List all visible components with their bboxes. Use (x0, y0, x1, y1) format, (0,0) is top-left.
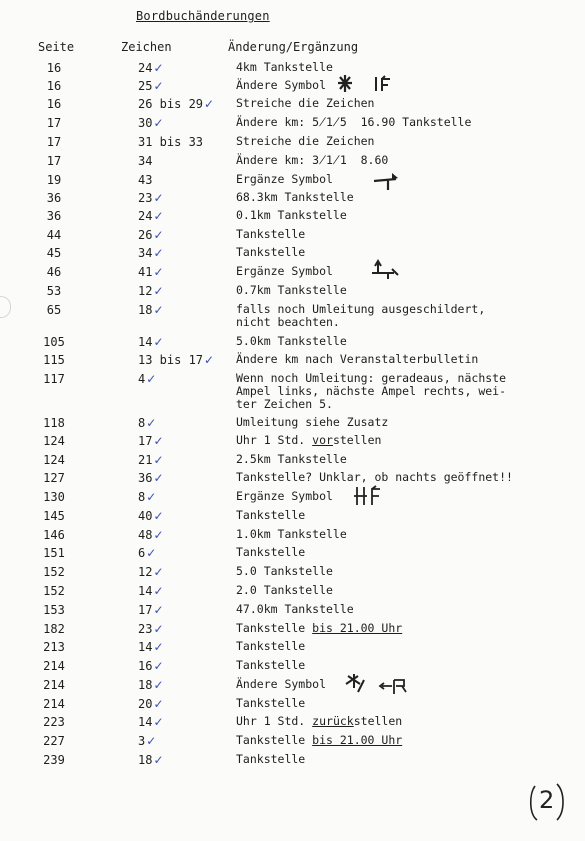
row-zeichen-value: 31 bis 33 (138, 135, 204, 149)
row-zeichen (138, 640, 164, 654)
row-zeichen (138, 79, 164, 93)
row-zeichen-value: 26 (138, 228, 153, 242)
row-change-text (236, 640, 305, 653)
row-change-text (236, 528, 347, 541)
change-text-line: Wenn noch Umleitung: geradeaus, nächste (236, 371, 507, 385)
row-zeichen (138, 116, 164, 130)
row-seite: 151 (43, 546, 65, 560)
change-text-line: 5.0km Tankstelle (236, 334, 347, 348)
row-zeichen-value: 18 (138, 753, 153, 767)
row-seite: 118 (43, 416, 65, 430)
change-text-line: Streiche die Zeichen (236, 134, 375, 148)
row-zeichen-value: 23 (138, 191, 153, 205)
row-zeichen (138, 416, 156, 430)
checkmark-icon: ✓ (153, 265, 164, 279)
change-text-line: 1.0km Tankstelle (236, 527, 347, 541)
change-text-line: 0.7km Tankstelle (236, 283, 347, 297)
row-change-text (236, 284, 347, 297)
checkmark-icon: ✓ (153, 528, 164, 542)
underlined-text: vor (312, 433, 333, 447)
change-text-line: Tankstelle bis 21.00 Uhr (236, 733, 403, 747)
change-text-line: Ändere km nach Veranstalterbulletin (236, 352, 479, 366)
row-zeichen (138, 434, 164, 448)
row-zeichen-value: 14 (138, 584, 153, 598)
checkmark-icon: ✓ (153, 434, 164, 448)
punch-hole (0, 296, 11, 318)
row-change-text (236, 335, 347, 348)
change-text-line: Tankstelle (236, 245, 306, 259)
change-text-line: Tankstelle bis 21.00 Uhr (236, 621, 403, 635)
row-seite: 45 (46, 246, 62, 260)
row-zeichen (138, 753, 164, 767)
checkmark-icon: ✓ (153, 228, 164, 242)
checkmark-icon: ✓ (153, 584, 164, 598)
row-zeichen (138, 154, 152, 168)
change-text-line: Tankstelle (236, 508, 306, 522)
row-zeichen-value: 24 (138, 209, 153, 223)
row-seite: 44 (46, 228, 62, 242)
change-text-line: falls noch Umleitung ausgeschildert, (236, 302, 486, 316)
row-zeichen (138, 678, 164, 692)
t-junction-icon (372, 171, 402, 195)
header-seite: Seite (38, 40, 75, 54)
change-text-line: Ändere km: 5̸1̸5 16.90 Tankstelle (236, 115, 472, 129)
row-change-text (236, 265, 333, 278)
checkmark-icon: ✓ (153, 61, 164, 75)
row-change-text (236, 353, 478, 366)
row-seite: 19 (46, 173, 62, 187)
change-text-line: 2.5km Tankstelle (236, 452, 347, 466)
row-seite: 17 (46, 154, 62, 168)
row-change-text (236, 753, 305, 766)
row-seite: 17 (46, 116, 62, 130)
row-zeichen-value: 34 (138, 154, 153, 168)
checkmark-icon: ✓ (146, 372, 157, 386)
checkmark-icon: ✓ (153, 678, 164, 692)
checkmark-icon: ✓ (146, 734, 157, 748)
row-seite: 239 (43, 753, 65, 767)
row-zeichen-value: 4 (138, 372, 146, 386)
row-change-text (236, 678, 326, 691)
row-change-text (236, 79, 326, 92)
change-text-line: nicht beachten. (236, 315, 340, 329)
change-text-line: Umleitung siehe Zusatz (236, 415, 389, 429)
change-text-line: Ergänze Symbol (236, 264, 333, 278)
change-text-line: Tankstelle (236, 545, 306, 559)
change-text-line: Ändere km: 3̸1̸1 8.60 (236, 153, 389, 167)
row-seite: 130 (43, 490, 65, 504)
underlined-text: zurück (312, 714, 354, 728)
row-zeichen (138, 265, 164, 279)
change-text-line: ter Zeichen 5. (236, 397, 333, 411)
checkmark-icon: ✓ (153, 453, 164, 467)
row-zeichen (138, 509, 164, 523)
row-change-text (236, 603, 354, 616)
row-zeichen (138, 584, 164, 598)
change-text-line: Tankstelle (236, 752, 306, 766)
row-seite: 16 (46, 79, 62, 93)
row-change-text (236, 228, 305, 241)
row-zeichen-value: 21 (138, 453, 153, 467)
row-seite: 223 (43, 715, 65, 729)
row-zeichen (138, 191, 164, 205)
checkmark-icon: ✓ (153, 565, 164, 579)
row-seite: 117 (43, 372, 65, 386)
row-zeichen (138, 603, 164, 617)
row-seite: 146 (43, 528, 65, 542)
row-change-text (236, 246, 305, 259)
change-text-line: 68.3km Tankstelle (236, 190, 354, 204)
row-zeichen-value: 36 (138, 471, 153, 485)
row-change-text (236, 372, 506, 411)
row-change-text (236, 209, 347, 222)
row-change-text (236, 565, 333, 578)
checkmark-icon: ✓ (153, 284, 164, 298)
checkmark-icon: ✓ (153, 603, 164, 617)
row-change-text (236, 61, 333, 74)
checkmark-icon: ✓ (153, 753, 164, 767)
row-zeichen (138, 173, 152, 187)
row-zeichen (138, 372, 156, 386)
checkmark-icon: ✓ (153, 509, 164, 523)
row-change-text (236, 191, 354, 204)
row-zeichen (138, 528, 164, 542)
row-seite: 105 (43, 335, 65, 349)
row-change-text (236, 715, 402, 728)
row-change-text (236, 546, 305, 559)
row-seite: 214 (43, 678, 65, 692)
change-text-line: 4km Tankstelle (236, 60, 333, 74)
row-zeichen (138, 546, 156, 560)
row-change-text (236, 584, 333, 597)
crossroad-icon (352, 485, 386, 511)
row-seite: 213 (43, 640, 65, 654)
checkmark-icon: ✓ (153, 697, 164, 711)
row-change-text (236, 659, 305, 672)
row-change-text (236, 622, 402, 635)
checkmark-icon: ✓ (153, 622, 164, 636)
row-zeichen-value: 23 (138, 622, 153, 636)
row-zeichen-value: 43 (138, 173, 153, 187)
row-zeichen-value: 17 (138, 603, 153, 617)
row-zeichen-value: 12 (138, 284, 153, 298)
row-zeichen-value: 8 (138, 490, 146, 504)
row-zeichen (138, 697, 164, 711)
row-zeichen (138, 61, 164, 75)
row-zeichen-value: 14 (138, 640, 153, 654)
checkmark-icon: ✓ (153, 471, 164, 485)
document-title: Bordbuchänderungen (136, 9, 270, 23)
row-seite: 16 (46, 97, 62, 111)
row-zeichen-value: 12 (138, 565, 153, 579)
row-seite: 53 (46, 284, 62, 298)
row-seite: 127 (43, 471, 65, 485)
row-zeichen (138, 659, 164, 673)
row-zeichen-value: 3 (138, 734, 146, 748)
row-change-text (236, 471, 513, 484)
change-text-line: Tankstelle (236, 639, 306, 653)
change-text-line: 2.0 Tankstelle (236, 583, 333, 597)
row-change-text (236, 97, 374, 110)
row-seite: 145 (43, 509, 65, 523)
checkmark-icon: ✓ (153, 191, 164, 205)
row-change-text (236, 697, 305, 710)
row-change-text (236, 135, 374, 148)
checkmark-icon: ✓ (146, 416, 157, 430)
row-change-text (236, 173, 333, 186)
row-zeichen-value: 48 (138, 528, 153, 542)
change-symbol-2-icon (344, 672, 414, 700)
change-text-line: Tankstelle (236, 658, 306, 672)
row-zeichen (138, 622, 164, 636)
junction-arrow-icon (370, 259, 402, 285)
change-text-line: Ergänze Symbol (236, 489, 333, 503)
row-change-text (236, 453, 347, 466)
row-zeichen-value: 30 (138, 116, 153, 130)
row-zeichen (138, 209, 164, 223)
row-zeichen (138, 471, 164, 485)
row-zeichen-value: 13 bis 17 (138, 353, 204, 367)
change-text-line: Streiche die Zeichen (236, 96, 375, 110)
row-zeichen (138, 353, 214, 367)
row-zeichen-value: 25 (138, 79, 153, 93)
row-change-text (236, 734, 402, 747)
row-seite: 36 (46, 191, 62, 205)
change-text-line: Ampel links, nächste Ampel rechts, wei- (236, 384, 507, 398)
row-zeichen-value: 26 bis 29 (138, 97, 204, 111)
row-seite: 152 (43, 584, 65, 598)
row-change-text (236, 116, 471, 129)
checkmark-icon: ✓ (153, 335, 164, 349)
change-text-line: Uhr 1 Std. zurückstellen (236, 714, 403, 728)
row-zeichen (138, 715, 164, 729)
row-zeichen-value: 14 (138, 715, 153, 729)
row-zeichen-value: 18 (138, 303, 153, 317)
row-zeichen-value: 41 (138, 265, 153, 279)
checkmark-icon: ✓ (146, 546, 157, 560)
underlined-text: bis 21.00 Uhr (312, 733, 403, 747)
checkmark-icon: ✓ (204, 97, 215, 111)
page-number (527, 780, 567, 824)
change-text-line: 47.0km Tankstelle (236, 602, 354, 616)
row-seite: 124 (43, 434, 65, 448)
row-zeichen (138, 284, 164, 298)
checkmark-icon: ✓ (153, 246, 164, 260)
row-zeichen-value: 40 (138, 509, 153, 523)
page-number-text: 2 (539, 786, 555, 814)
row-seite: 124 (43, 453, 65, 467)
row-zeichen (138, 335, 164, 349)
row-zeichen-value: 16 (138, 659, 153, 673)
checkmark-icon: ✓ (204, 353, 215, 367)
row-zeichen (138, 303, 164, 317)
row-seite: 65 (46, 303, 62, 317)
row-zeichen-value: 18 (138, 678, 153, 692)
row-seite: 46 (46, 265, 62, 279)
checkmark-icon: ✓ (153, 303, 164, 317)
header-zeichen: Zeichen (121, 40, 172, 54)
row-change-text (236, 490, 333, 503)
row-zeichen (138, 246, 164, 260)
checkmark-icon: ✓ (153, 116, 164, 130)
checkmark-icon: ✓ (153, 79, 164, 93)
row-zeichen (138, 490, 156, 504)
change-text-line: Tankstelle (236, 696, 306, 710)
row-seite: 16 (46, 61, 62, 75)
row-seite: 182 (43, 622, 65, 636)
row-change-text (236, 509, 305, 522)
change-text-line: 0.1km Tankstelle (236, 208, 347, 222)
row-zeichen-value: 14 (138, 335, 153, 349)
row-zeichen-value: 20 (138, 697, 153, 711)
row-zeichen-value: 6 (138, 546, 146, 560)
checkmark-icon: ✓ (153, 640, 164, 654)
checkmark-icon: ✓ (153, 659, 164, 673)
change-text-line: Ändere Symbol (236, 78, 327, 92)
row-zeichen (138, 135, 203, 149)
checkmark-icon: ✓ (146, 490, 157, 504)
row-zeichen-value: 17 (138, 434, 153, 448)
row-change-text (236, 416, 388, 429)
row-zeichen-value: 34 (138, 246, 153, 260)
row-zeichen-value: 24 (138, 61, 153, 75)
row-zeichen (138, 565, 164, 579)
change-text-line: Tankstelle? Unklar, ob nachts geöffnet!! (236, 470, 513, 484)
row-zeichen (138, 734, 156, 748)
row-seite: 214 (43, 697, 65, 711)
row-zeichen (138, 97, 214, 111)
change-text-line: Uhr 1 Std. vorstellen (236, 433, 382, 447)
change-text-line: Tankstelle (236, 227, 306, 241)
row-seite: 214 (43, 659, 65, 673)
row-seite: 152 (43, 565, 65, 579)
row-zeichen (138, 228, 164, 242)
change-text-line: 5.0 Tankstelle (236, 564, 333, 578)
row-zeichen (138, 453, 164, 467)
header-aenderung: Änderung/Ergänzung (228, 40, 359, 54)
change-text-line: Ändere Symbol (236, 677, 327, 691)
row-seite: 115 (43, 353, 65, 367)
row-change-text (236, 434, 381, 447)
row-seite: 36 (46, 209, 62, 223)
change-text-line: Ergänze Symbol (236, 172, 333, 186)
checkmark-icon: ✓ (153, 209, 164, 223)
row-change-text (236, 303, 485, 329)
underlined-text: bis 21.00 Uhr (312, 621, 403, 635)
row-seite: 153 (43, 603, 65, 617)
row-change-text (236, 154, 388, 167)
checkmark-icon: ✓ (153, 715, 164, 729)
row-seite: 227 (43, 734, 65, 748)
row-zeichen-value: 8 (138, 416, 146, 430)
row-seite: 17 (46, 135, 62, 149)
